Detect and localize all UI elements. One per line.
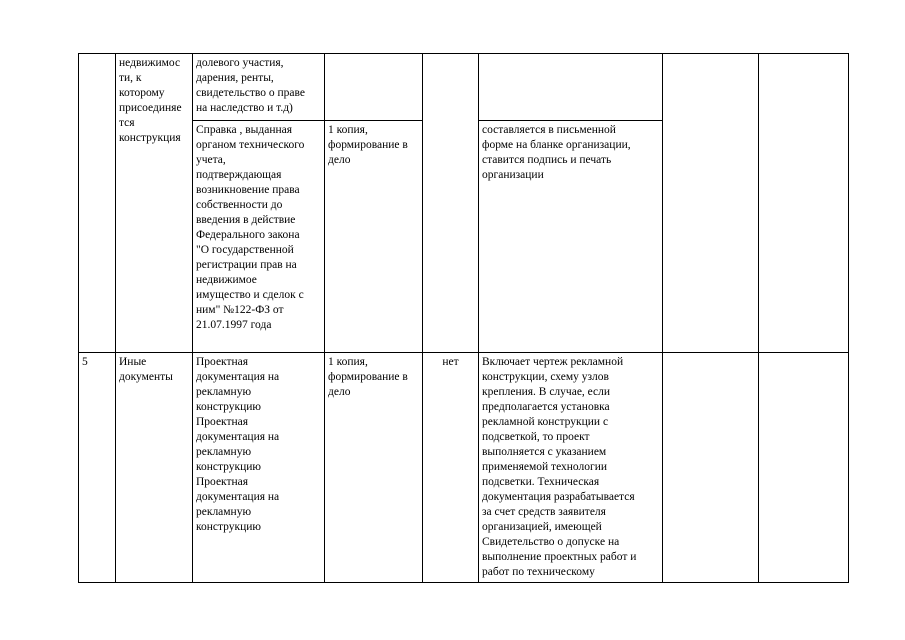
cell-extra-2 [759,353,849,583]
table-row [79,353,849,583]
cell-required: нет [423,353,479,583]
document-table [78,53,849,583]
cell-extra-1 [663,353,759,583]
cell-copies [325,54,423,121]
cell-number: 5 [79,353,116,583]
cell-notes [479,54,663,121]
cell-document: Проектная документация на рекламную конструкцию Проектная документация на рекламную конструкцию Проектная документация на рекламную конструкцию [193,353,325,583]
cell-document: Справка , выданная органом технического учета, подтверждающая возникновение права собственности до введения в действие Федерального закона "О государственной регистрации прав на недвижимое имущество и сделок с ним" №122-ФЗ от 21.07.1997 года [193,121,325,353]
cell-object: Иные документы [116,353,193,583]
cell-extra-2 [759,54,849,353]
cell-required [423,54,479,353]
cell-number [79,54,116,353]
cell-notes: Включает чертеж рекламной конструкции, схему узлов крепления. В случае, если предполагается установка рекламной конструкции с подсветкой, то проект выполняется с указанием применяемой технологии подсветки. Техническая документация разрабатывается за счет средств заявителя организацией, имеющей Свидетельство о допуске на выполнение проектных работ и работ по техническому [479,353,663,583]
table-row [79,54,849,121]
cell-copies: 1 копия, формирование в дело [325,353,423,583]
cell-notes: составляется в письменной форме на бланке организации, ставится подпись и печать организации [479,121,663,353]
cell-document: долевого участия, дарения, ренты, свидетельство о праве на наследство и т.д) [193,54,325,121]
cell-copies: 1 копия, формирование в дело [325,121,423,353]
cell-extra-1 [663,54,759,353]
cell-object: недвижимос ти, к которому присоединяе тся конструкция [116,54,193,353]
